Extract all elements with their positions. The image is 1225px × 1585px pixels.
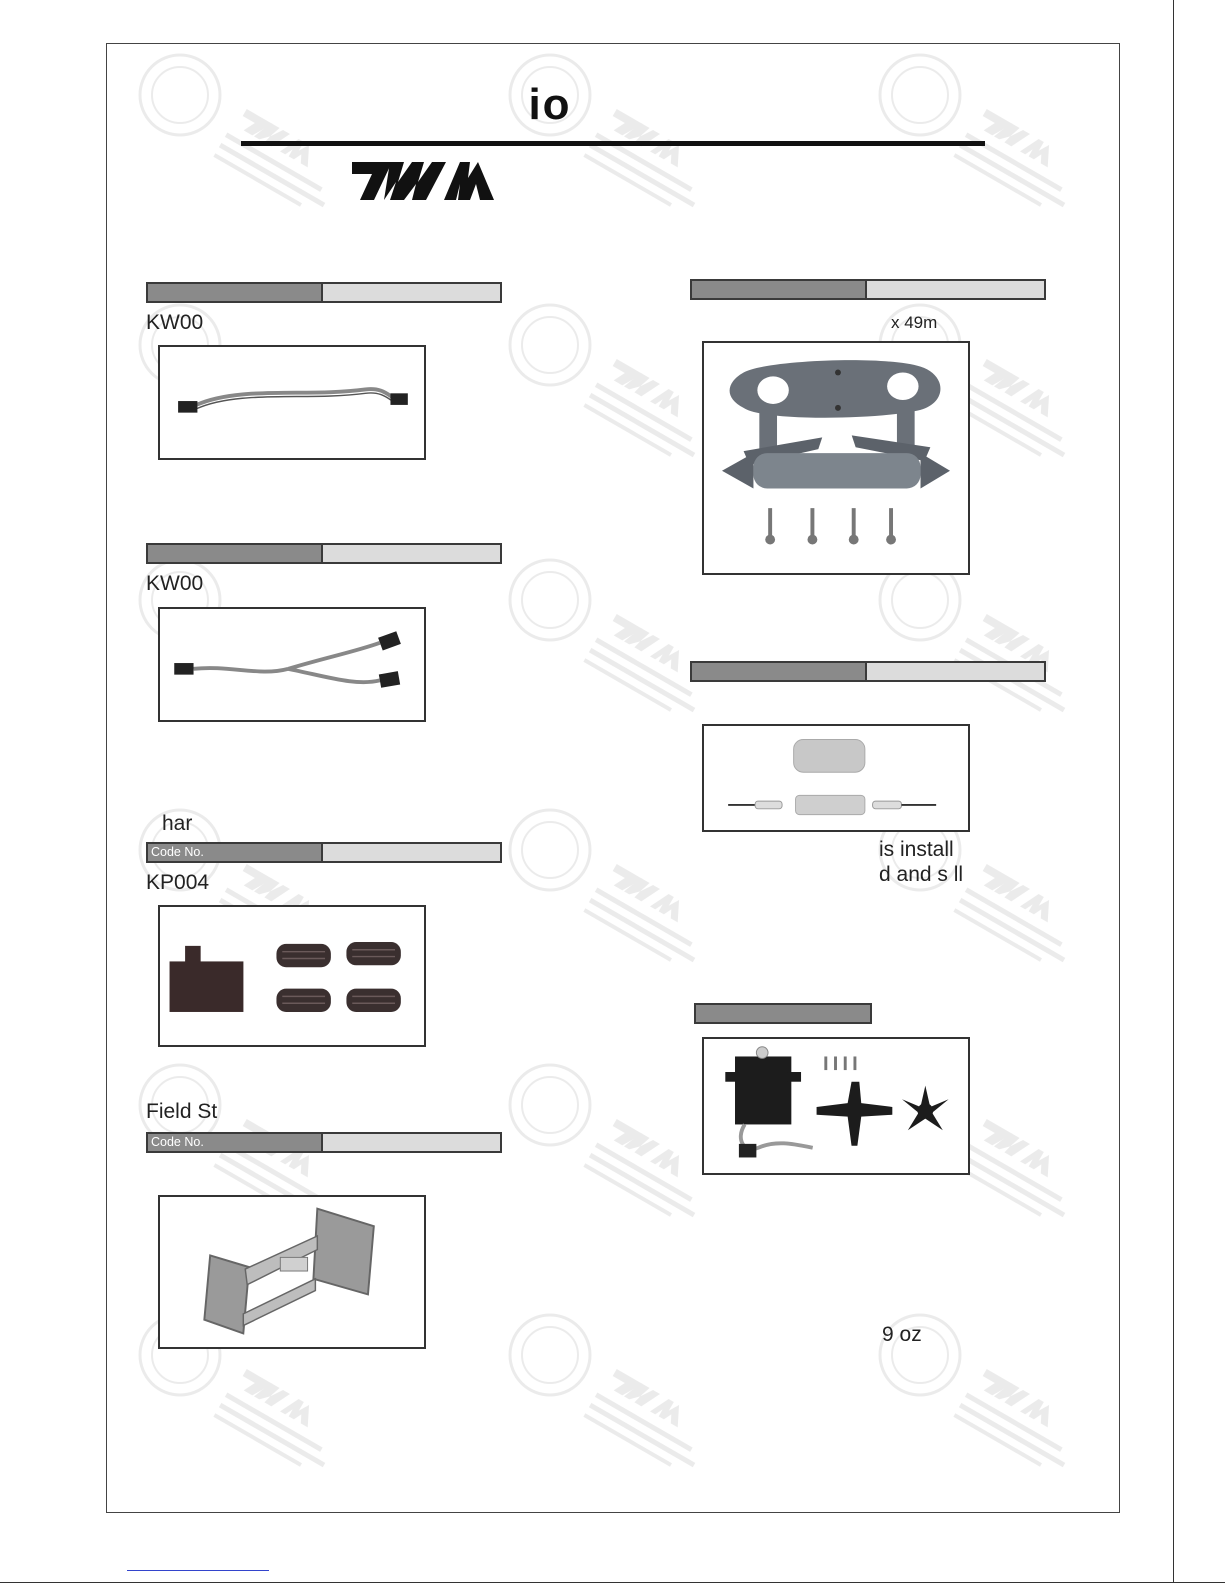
the-world-models-watermark-icon (875, 555, 1095, 735)
extension-cable-icon (158, 345, 426, 460)
code-bar-7 (694, 1003, 872, 1024)
servo-with-horns-icon (702, 1037, 970, 1175)
the-world-models-watermark-icon (505, 50, 725, 230)
weight-spec: 9 oz (882, 1323, 922, 1346)
part-code: KW00 (146, 572, 204, 595)
code-bar-5 (690, 279, 1046, 300)
code-bar-3 (146, 842, 502, 863)
the-world-models-watermark-icon (135, 50, 355, 230)
code-bar-value (867, 663, 1044, 680)
code-bar-value (323, 1134, 500, 1151)
section-heading-fragment: har (162, 812, 193, 835)
code-bar-label (148, 545, 323, 562)
the-world-models-watermark-icon (505, 1310, 725, 1490)
code-bar-value (867, 281, 1044, 298)
outer-page-bottom-rule (0, 1582, 1225, 1583)
connector-tube-icon (702, 724, 970, 832)
the-world-models-watermark-icon (505, 300, 725, 480)
code-bar-value (323, 844, 500, 861)
code-no-label: Code No. (148, 1134, 323, 1151)
code-bar-2 (146, 543, 502, 564)
foam-block-wheel-collars-icon (158, 905, 426, 1047)
code-bar-4 (146, 1132, 502, 1153)
code-bar-6 (690, 661, 1046, 682)
y-harness-cable-icon (158, 607, 426, 722)
install-note-line-2: d and s ll (879, 863, 964, 886)
footer-link-underline[interactable] (127, 1570, 269, 1571)
part-code: KW00 (146, 311, 204, 334)
the-world-models-watermark-icon (875, 50, 1095, 230)
code-bar-label (696, 1005, 870, 1022)
the-world-models-watermark-icon (505, 555, 725, 735)
size-spec: x 49m (891, 313, 938, 332)
code-bar-value (323, 545, 500, 562)
code-no-label: Code No. (148, 844, 323, 861)
title-rule (241, 141, 985, 146)
code-bar-label (148, 284, 323, 301)
code-bar-value (323, 284, 500, 301)
section-heading: Field St (146, 1100, 218, 1123)
the-world-models-watermark-icon (875, 805, 1095, 985)
the-world-models-watermark-icon (505, 805, 725, 985)
install-note-line-1: is install (879, 838, 954, 861)
part-code: KP004 (146, 871, 210, 894)
code-bar-label (692, 281, 867, 298)
page-title: io (528, 80, 572, 129)
code-bar-label (692, 663, 867, 680)
code-bar-1 (146, 282, 502, 303)
the-world-models-watermark-icon (505, 1060, 725, 1240)
twm-logo-icon (352, 162, 494, 200)
field-stand-icon (158, 1195, 426, 1349)
landing-gear-mount-icon (702, 341, 970, 575)
